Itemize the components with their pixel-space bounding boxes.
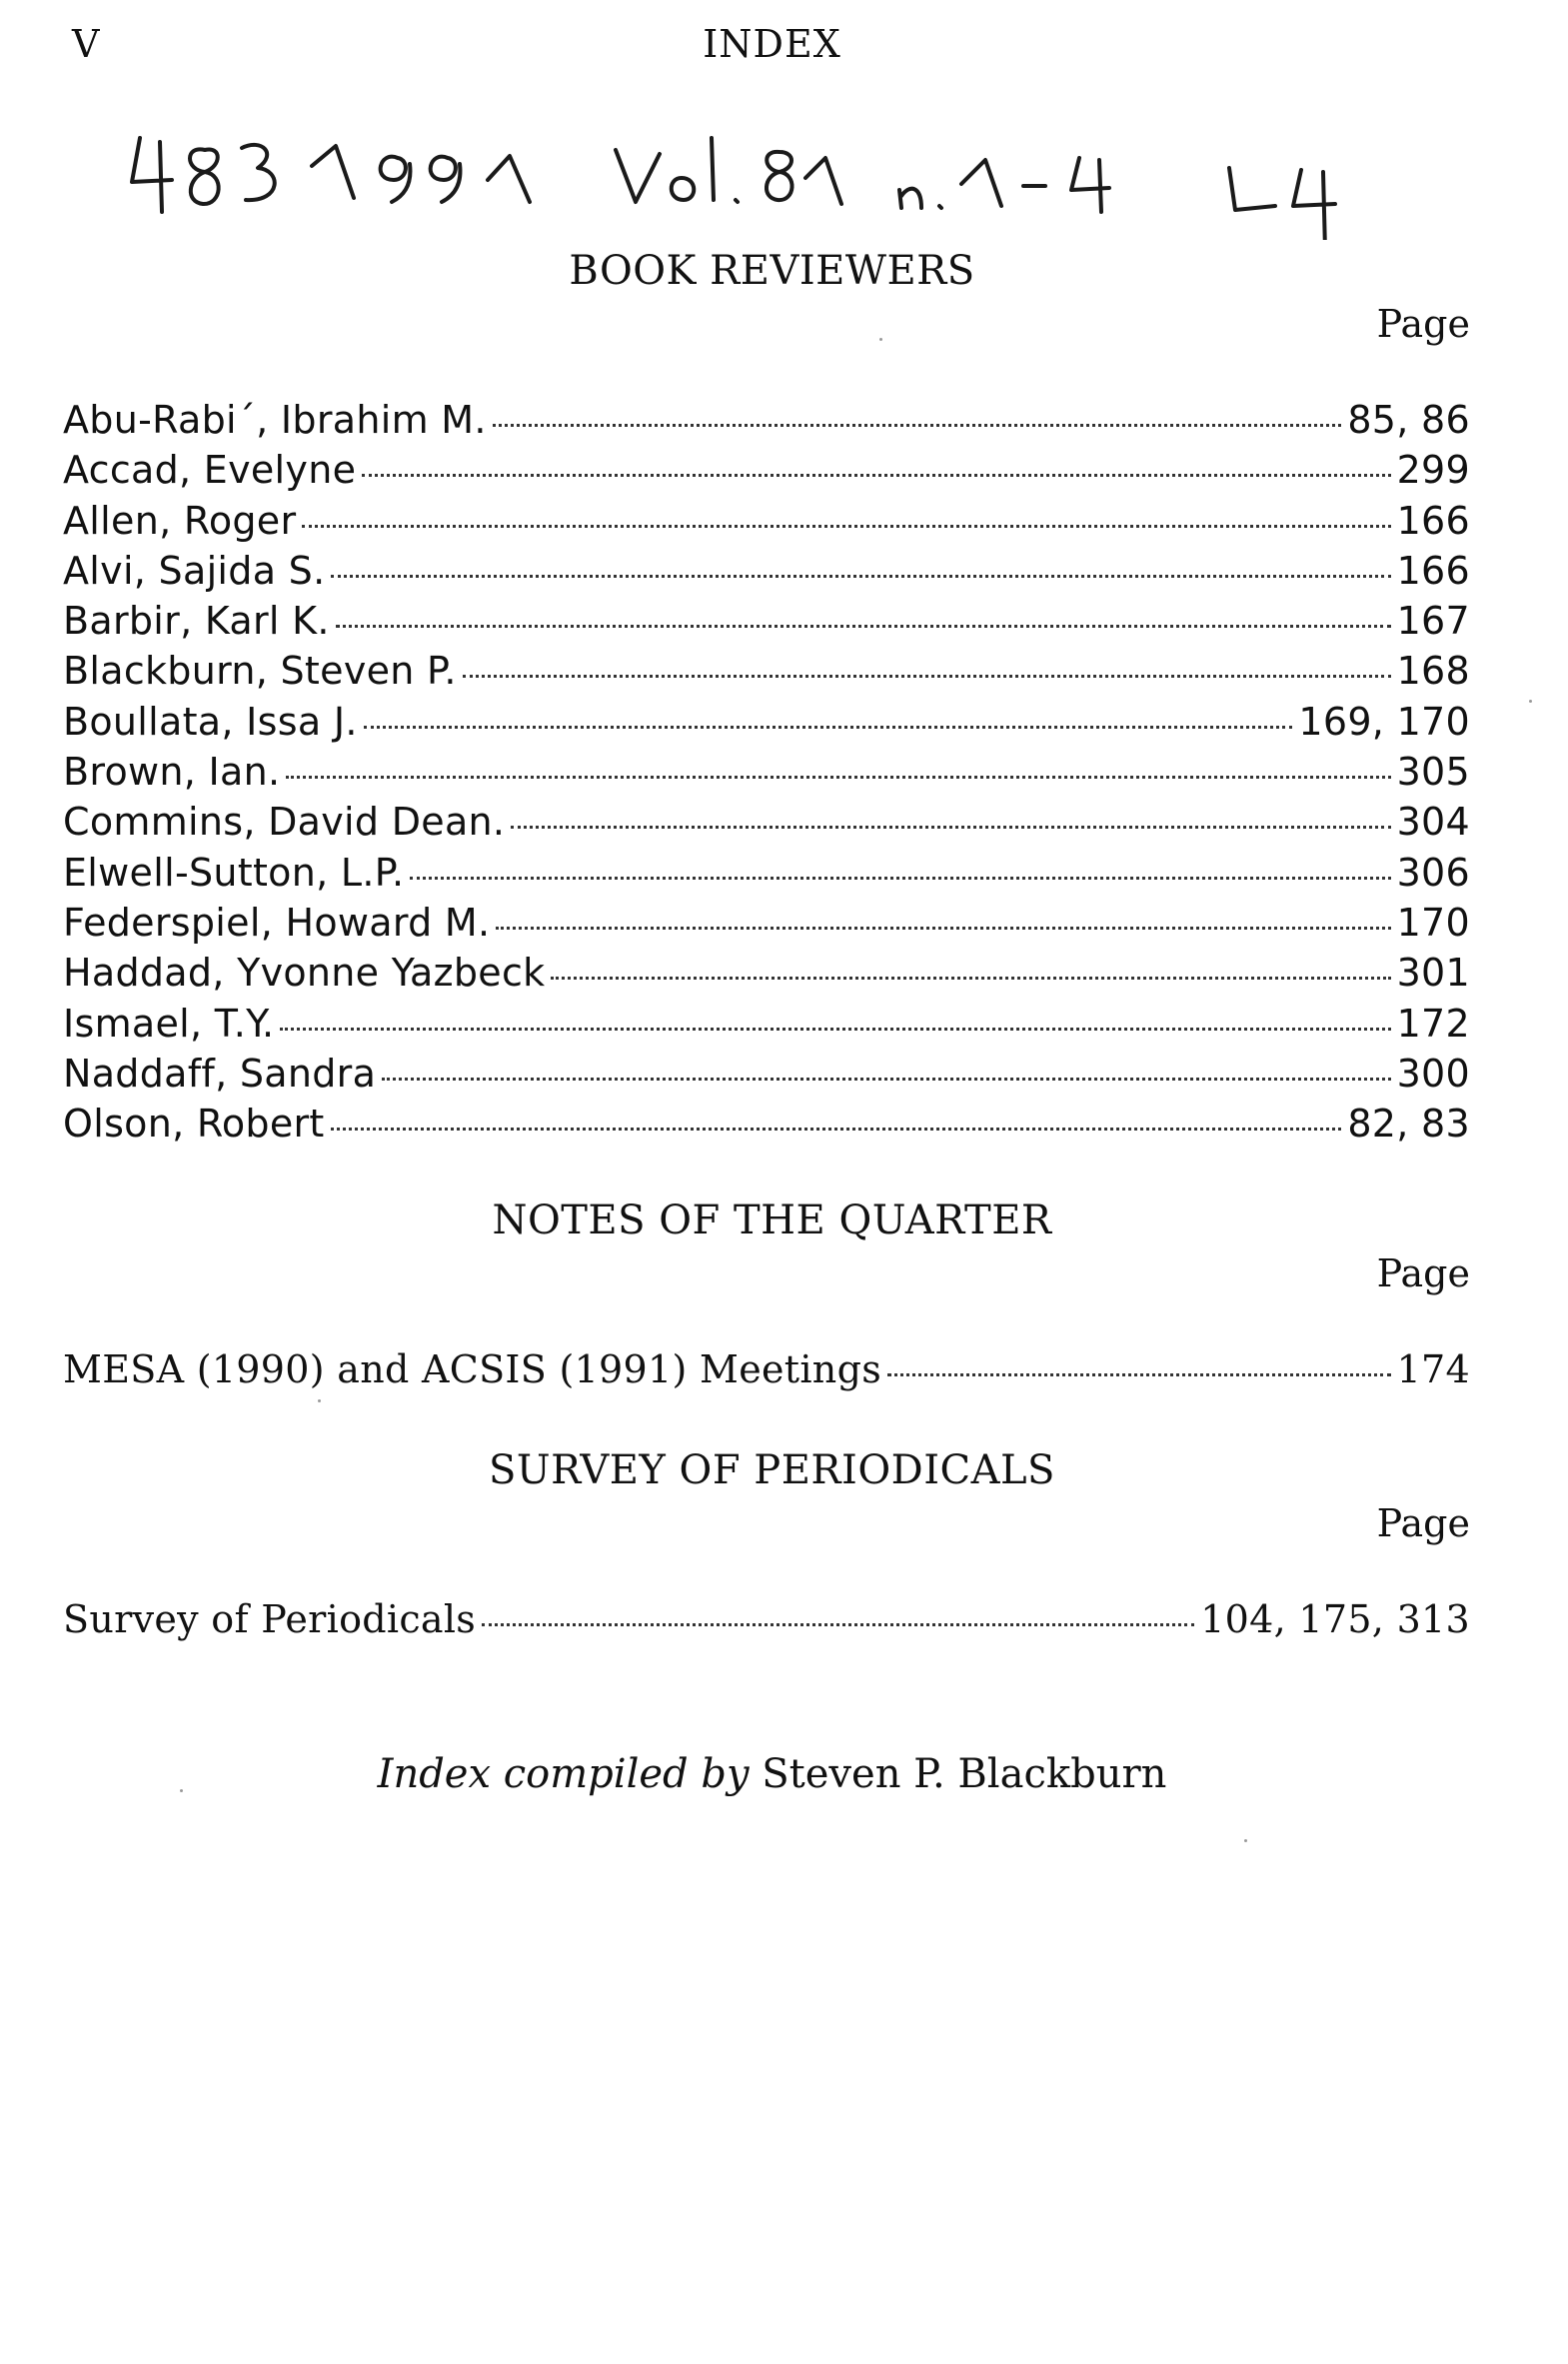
dot-leader [364,726,1293,729]
list-item: Commins, David Dean. 304 [63,800,1470,845]
page-marker: V [72,22,100,66]
list-item: Accad, Evelyne 299 [63,448,1470,493]
survey-of-periodicals-title: SURVEY OF PERIODICALS [489,1447,1055,1493]
scan-speck [879,338,882,341]
list-item: Elwell-Sutton, L.P. 306 [63,850,1470,895]
list-item: Abu-Rabi´, Ibrahim M. 85, 86 [63,398,1470,442]
list-item: Olson, Robert 82, 83 [63,1102,1470,1147]
credit-prefix: Index compiled by [377,1751,750,1797]
list-item: Naddaff, Sandra 300 [63,1051,1470,1096]
list-item: Ismael, T.Y. 172 [63,1001,1470,1046]
list-item: Blackburn, Steven P. 168 [63,649,1470,694]
dot-leader [493,424,1342,427]
dot-leader [382,1078,1390,1081]
book-reviewers-list [63,398,1470,1152]
dot-leader [362,474,1390,477]
book-reviewers-page-label: Page [1376,302,1470,346]
list-item: Barbir, Karl K. 167 [63,599,1470,644]
dot-leader [302,525,1390,528]
notes-of-the-quarter-list [63,1347,1470,1397]
index-credit [0,1751,1544,1797]
scan-speck [318,1399,321,1402]
dot-leader [496,927,1390,930]
notes-of-the-quarter-title: NOTES OF THE QUARTER [492,1197,1052,1243]
list-item: Haddad, Yvonne Yazbeck 301 [63,951,1470,996]
scan-speck [180,1789,183,1792]
book-reviewers-title: BOOK REVIEWERS [569,248,975,294]
dot-leader [463,675,1391,678]
dot-leader [280,1028,1390,1031]
dot-leader [551,977,1390,980]
list-item: Alvi, Sajida S. 166 [63,548,1470,593]
dot-leader [482,1623,1194,1626]
dot-leader [331,1128,1342,1131]
scan-speck [1529,700,1532,703]
scan-speck [1244,1839,1247,1842]
dot-leader [887,1373,1391,1376]
list-item: Brown, Ian. 305 [63,750,1470,795]
dot-leader [336,625,1391,628]
handwritten-shelfmark [0,120,1568,240]
dot-leader [286,776,1390,779]
list-item: Allen, Roger 166 [63,498,1470,543]
dot-leader [410,877,1390,880]
list-item: Boullata, Issa J. 169, 170 [63,699,1470,744]
survey-of-periodicals-list [63,1597,1470,1647]
running-head: INDEX [703,22,841,66]
credit-name: Steven P. Blackburn [762,1751,1167,1797]
dot-leader [511,826,1390,829]
list-item: Federspiel, Howard M. 170 [63,900,1470,945]
list-item: MESA (1990) and ACSIS (1991) Meetings 174 [63,1347,1470,1391]
survey-of-periodicals-page-label: Page [1376,1501,1470,1545]
dot-leader [331,575,1390,578]
notes-of-the-quarter-page-label: Page [1376,1251,1470,1295]
list-item: Survey of Periodicals 104, 175, 313 [63,1597,1470,1641]
